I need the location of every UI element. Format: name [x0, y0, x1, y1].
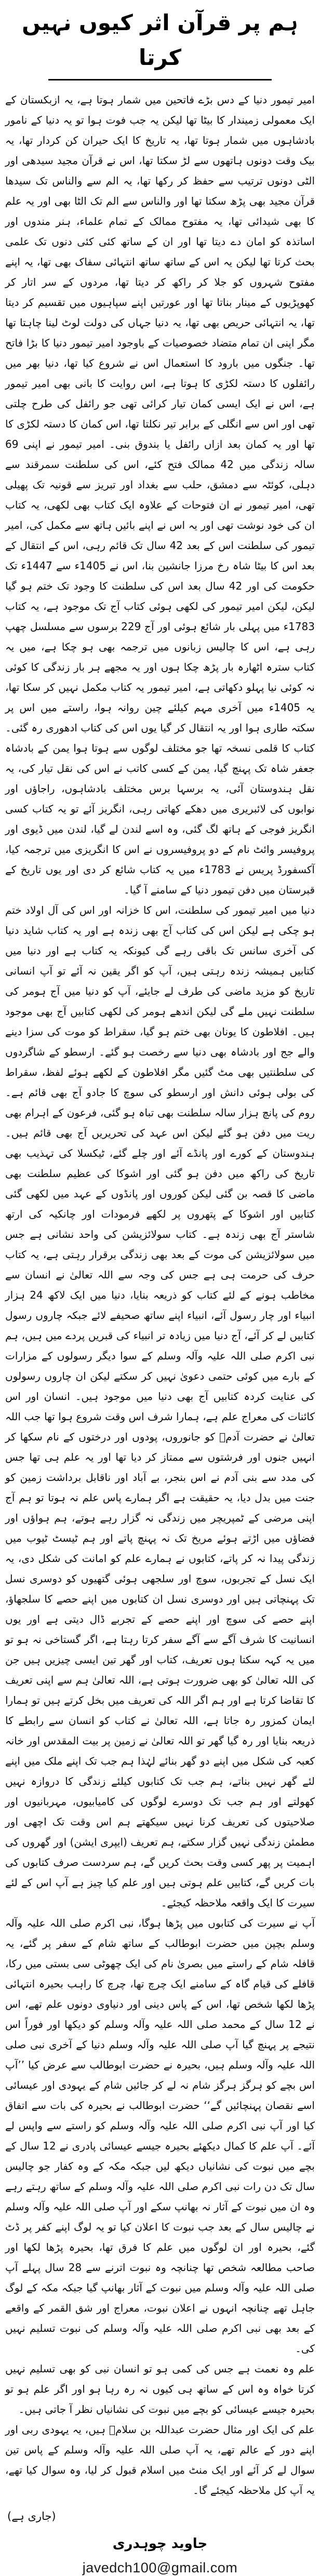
article-header — [0, 0, 320, 81]
article-paragraph: علم کی ایک اور مثال حضرت عبداللہ بن سلامؓ ہیں، یہ یہودی ربی اور اپنے دور کے عالم تھے، یہ آپ صلی اللہ علیہ وآلہ وسلم کے پاس تین سوال لے کر آئے اور ایک منٹ میں اسلام قبول کر لیا، وہ سوال کیا تھے، یہ آپ کل ملاحظہ کیجئے گا۔ — [5, 2423, 315, 2497]
article-body — [0, 88, 320, 2501]
article-paragraph: آپ نے سیرت کی کتابوں میں پڑھا ہوگا، نبی اکرم صلی اللہ علیہ وآلہ وسلم بچپن میں حضرت ابوطالب کے ساتھ شام کے سفر پر گئے، یہ قافلہ شام کے راستے میں بصریٰ نام کی ایک چھوٹی سی بستی میں رکا، قافلے کی قیام گاہ کے سامنے ایک چرچ تھا، چرچ کا راہب بحیرہ انتہائی پڑھا لکھا شخص تھا، اس کے پاس دینی اور دنیاوی دونوں علم تھے، اس نے 12 سال کے محمد صلی اللہ علیہ وآلہ وسلم کو دیکھا اور فوراً اس نتیجے پر پہنچ گیا آپ صلی اللہ علیہ وآلہ وسلم دنیا کے آخری نبی صلی اللہ علیہ وآلہ وسلم ہیں، بحیرہ نے حضرت ابوطالب سے عرض کیا ’’آپ اس بچے کو ہرگز ہرگز شام نہ لے کر جائیں شام کے یہودی اور عیسائی اسے نقصان پہنچائیں گے‘‘ حضرت ابوطالب نے بحیرہ کی بات سے اتفاق کیا اور آپ نبی اکرم صلی اللہ علیہ وآلہ وسلم کو راستے سے واپس لے آئے۔ آپ علم کا کمال دیکھئے بحیرہ جیسے عیسائی پادری نے 12 سال کے بچے میں نبوت کی نشانیاں دیکھ لیں جبکہ مکہ کے وہ کفار جو چالیس سال تک دن رات نبی اکرم صلی اللہ علیہ وآلہ وسلم کے ساتھ رہتے رہے وہ ان میں نبوت کے آثار نہ بھانپ سکے اور آپ صلی اللہ علیہ وآلہ وسلم نے چالیس سال کے بعد جب نبوت کا اعلان کیا تو یہ لوگ اپنے کفر پر ڈٹ گئے، بحیرہ اور ان لوگوں میں علم کا فرق تھا، بحیرہ پڑھا لکھا اور صاحب مطالعہ شخص تھا چنانچہ وہ نبوت اترنے سے 28 سال پہلے آپ صلی اللہ علیہ وآلہ وسلم میں نبوت کے آثار بھانپ گیا جبکہ مکہ کے لوگ جاہل تھے چنانچہ انہوں نے اعلان نبوت، معراج اور شق القمر کے واقعے کے بعد بھی نبی اکرم صلی اللہ علیہ وآلہ وسلم کی نبوت تسلیم نہیں کی۔ — [5, 1917, 315, 2355]
article-paragraph: دنیا میں امیر تیمور کی سلطنت، اس کا خزانہ اور اس کی آل اولاد ختم ہو چکی ہے لیکن اس کی کتاب آج بھی زندہ ہے اور یہ کتاب شاید دنیا کی آخری سانس تک باقی رہے گی کیونکہ یہ کتاب ہے اور دنیا میں کتابیں ہمیشہ زندہ رہتی ہیں، آپ کو اگر یقین نہ آئے تو آپ انسانی تاریخ کو مزید ماضی کی طرف لے جایئے، آپ کو دنیا میں آج ہومر کی سلطنت نہیں ملے گی لیکن اندھے ہومر کی لکھی کتابیں آج بھی موجود ہیں۔ افلاطون کا یونان بھی ختم ہو گیا، سقراط کو موت کی سزا دینے والے جج اور بادشاہ بھی دنیا سے رخصت ہو گئے۔ ارسطو کے شاگردوں کی سلطنتیں بھی مٹ گئیں مگر افلاطون کے لکھے ہوئے لفظ، سقراط کی بولی ہوئی دانش اور ارسطو کی سوچ کا جادو آج بھی قائم ہے۔ روم کی پانچ ہزار سالہ سلطنت بھی تباہ ہو گئی، فرعون کے اہرام بھی ریت میں دفن ہو گئے لیکن اس عہد کی تحریریں آج بھی قائم ہیں۔ ہندوستان کے کورے اور پانڈے آئے اور چلے گئے، ٹیکسلا کی تہذیب بھی تاریخ کی راکھ میں دفن ہو گئی اور اشوکا کی عظیم سلطنت بھی ماضی کا قصہ بن گئی لیکن کوروں اور پانڈوں کے عہد میں لکھی گئی کتابیں اور اشوکا کے پتھروں پر لکھے فرمودات اور چانکیہ کی ارتھ شاستر آج بھی زندہ ہے۔ کتاب سولائزیشن کی واحد نشانی ہے جس میں سولائزیشن کی موت کے بعد بھی زندگی برقرار رہتی ہے، یہ کتاب حرف کی حرمت ہی ہے جس کی وجہ سے اللہ تعالیٰ نے انسان سے مخاطب ہونے کے لئے کتاب کو ذریعہ بنایا، دنیا میں ایک لاکھ 24 ہزار انبیاء اور چار رسول آئے، انبیاء اپنے ساتھ صحیفے لائے جبکہ چاروں رسول کتابیں لے کر آئے، آج دنیا میں زیادہ تر انبیاء کی قبریں پردے میں ہیں، ہم نبی اکرم صلی اللہ علیہ وآلہ وسلم کے سوا دیگر رسولوں کے مزارات کے بارے میں کوئی حتمی دعویٰ نہیں کر سکتے لیکن ان چاروں رسولوں کی عنایت کردہ کتابیں آج بھی دنیا میں موجود ہیں۔ انسان اور اس کائنات کی معراج علم ہے، ہمارا شرف اس وقت شروع ہوا تھا جب اللہ تعالیٰ نے حضرت آدمؑ کو جانوروں، پودوں اور درختوں کے نام سکھا کر انہیں جنوں اور فرشتوں سے ممتاز کر دیا تھا اور یہ علم ہی تھا جس کی مدد سے بنی آدم نے اس بنجر، بے آباد اور ناقابل برداشت زمین کو جنت میں بدل دیا، یہ حقیقت ہے اگر ہمارے پاس علم نہ ہوتا تو ہم آج اپنی مرضی کے ٹمپریچر میں زندگی نہ گزار رہے ہوتے، ہم ہواؤں اور فضاؤں میں اڑتے ہوئے مریخ تک نہ پہنچ پاتے اور ہم ٹیسٹ ٹیوب میں زندگی پیدا نہ کر پاتے، کتابوں نے ہمارے علم کو امانت کی شکل دی، یہ ایک نسل کے تجربوں، سوچ اور سلجھی ہوئی گتھیوں کو دوسری نسل تک پہنچاتی ہیں اور دوسری نسل ان کتابوں میں اپنے حصے کا سلجھاؤ، اپنے حصے کی سوچ اور اپنے حصے کے تجربے ڈال دیتی ہے اور یوں انسانیت کا شرف آگے سے آگے سفر کرتا رہتا ہے، اگر گستاخی نہ ہو تو میں یہ کہہ سکتا ہوں تعریف، کتاب اور گھر تین ایسی چیزیں ہیں جن کی اللہ تعالیٰ کو بھی ضرورت ہوتی ہے، اللہ تعالیٰ ہم سے اپنی تعریف کا تقاضا کرتا ہے اور ہم اگر اللہ کی تعریف میں بخل کرتے ہیں تو ہمارا ایمان کمزور رہ جاتا ہے، اللہ تعالیٰ نے کتاب کو انسان سے رابطے کا ذریعہ بنایا اور رہ گیا گھر تو اللہ تعالیٰ نے زمین پر بیت المقدس اور خانہ کعبہ کی شکل میں اپنے دو گھر بنائے لہٰذا ہم جب تک اپنے ملک میں اپنے لئے گھر نہیں بناتے، ہم جب تک کتابوں کیلئے زندگی کا دروازہ نہیں کھولتے اور ہم جب تک دوسرے لوگوں کی کامیابیوں، مہربانیوں اور صلاحیتوں کی تعریف کرنا نہیں سیکھتے ہم اس وقت تک اچھی اور مطمئن زندگی نہیں گزار سکتے، ہم تعریف (ایپری ایشن) اور گھروں کی اہمیت پر پھر کسی وقت بحث کریں گے، ہم سردست صرف کتابوں کی بات کریں گے، کتابیں علم ہوتی ہیں اور علم کیا چیز ہے آپ اس کے لئے سیرت کا ایک واقعہ ملاحظہ کیجئے۔ — [5, 904, 315, 1910]
article-paragraph: امیر تیمور دنیا کے دس بڑے فاتحین میں شمار ہوتا ہے، یہ ازبکستان کے ایک معمولی زمیندار کا بیٹا تھا لیکن یہ جب فوت ہوا تو یہ دنیا کے نامور بادشاہوں میں شمار ہوتا تھا، یہ تاریخ کا ایک حیران کن کردار تھا، یہ بیک وقت دونوں ہاتھوں سے لڑ سکتا تھا، اس نے قرآن مجید سیدھی اور الٹی دونوں ترتیب سے حفظ کر رکھا تھا، یہ الم سے والناس تک سیدھا قرآن مجید بھی پڑھ سکتا تھا اور والناس سے الم تک الٹا بھی اور یہ علم کا بھی شیدائی تھا، یہ مفتوح ممالک کے تمام علماء، ہنر مندوں اور اساتذہ کو امان دے دیتا تھا اور ان کے ساتھ کئی کئی دنوں تک علمی بحث کرتا تھا لیکن یہ اس کے ساتھ ساتھ انتہائی سفاک بھی تھا، یہ اپنے مفتوح شہروں کو جلا کر راکھ کر دیتا تھا، مردوں کے سر اتار کر کھوپڑیوں کے مینار بناتا تھا اور عورتیں اپنے سپاہیوں میں تقسیم کر دیتا تھا، یہ انتہائی حریص بھی تھا، یہ دنیا جہاں کی دولت لوٹ لینا چاہتا تھا مگر اپنی ان تمام متضاد خصوصیات کے باوجود امیر تیمور دنیا کا بڑا فاتح تھا۔ جنگوں میں بارود کا استعمال اس نے شروع کیا تھا، دنیا بھر میں رائفلوں کا دستہ لکڑی کا ہوتا ہے، اس روایت کا بانی بھی امیر تیمور ہے، اس نے ایک ایسی کمان تیار کرائی تھی جو رائفل کی طرح چلتی تھی اور اس سے انگلی کے برابر تیر نکلتا تھا، اس کمان کا دستہ لکڑی کا تھا اور یہ کمان بعد ازاں رائفل یا بندوق بنی۔ امیر تیمور نے اپنی 69 سالہ زندگی میں 42 ممالک فتح کئے، اس کی سلطنت سمرقند سے دہلی، کوئٹہ سے دمشق، حلب سے بغداد اور تبریز سے قونیہ تک پھیلی تھی، امیر تیمور نے ان فتوحات کے علاوہ ایک کتاب بھی لکھی، یہ کتاب ان کی خود نوشت تھی اور یہ اس نے اپنے بائیں ہاتھ سے مکمل کی، امیر تیمور کی سلطنت اس کے بعد 42 سال تک قائم رہی، اس کے انتقال کے بعد اس کا بیٹا شاہ رخ مرزا جانشین بنا، اس نے 1405ء سے 1447ء تک حکومت کی اور 42 سال بعد اس کی سلطنت کا وجود تک ختم ہو گیا لیکن، لیکن امیر تیمور کی لکھی ہوئی کتاب آج تک موجود ہے، یہ کتاب 1783ء میں پہلی بار شائع ہوئی اور آج 229 برسوں سے مسلسل چھپ رہی ہے، اس کا چالیس زبانوں میں ترجمہ بھی ہو چکا ہے، میں یہ کتاب سترہ اٹھارہ بار پڑھ چکا ہوں اور یہ مجھے ہر بار زندگی کا کوئی نہ کوئی نیا پہلو دکھاتی ہے، امیر تیمور یہ کتاب مکمل نہیں کر سکا تھا، یہ 1405ء میں آخری مہم کیلئے چین روانہ ہوا، راستے میں اس پر سکتہ طاری ہوا اور یہ انتقال کر گیا یوں اس کی کتاب ادھوری رہ گئی۔ کتاب کا قلمی نسخہ تھا جو مختلف لوگوں سے ہوتا ہوا یمن کے بادشاہ جعفر شاہ تک پہنچ گیا، یمن کے کسی کاتب نے اس کی نقل تیار کی، یہ نقل ہندوستان آئی، یہ برسہا برس مختلف بادشاہوں، راجاؤں اور نوابوں کی لائبریری میں دھکے کھاتی رہی، انگریز آئے تو یہ کتاب کسی انگریز فوجی کے ہاتھ لگ گئی، وہ اسے لندن لے گیا، لندن میں ڈیوی اور پروفیسر وائٹ نام کے دو پروفیسروں نے اس کا انگریزی میں ترجمہ کیا، آکسفورڈ پریس نے 1783ء میں یہ کتاب شائع کر دی اور یوں تاریخ کے قبرستان میں دفن تیمور دنیا کے سامنے آ گیا۔ — [5, 94, 315, 897]
author-name: جاوید چوہدری — [112, 2536, 208, 2552]
article-paragraph: علم وہ نعمت ہے جس کی کمی ہو تو انسان نبی کو بھی تسلیم نہیں کرتا خواہ وہ اس کے ساتھ ہی کیوں نہ رہ رہا ہو اور اگر علم ہو تو بحیرہ جیسے عیسائی کو بچے میں نبوت کی نشانیاں نظر آ جاتی ہیں۔ — [5, 2363, 315, 2416]
continued-note: (جاری ہے) — [7, 2510, 56, 2523]
article-footer — [0, 2536, 320, 2576]
author-email: javedch100@gmail.com — [82, 2560, 238, 2576]
title-divider — [48, 79, 272, 81]
article-title: ہم پر قرآن اثر کیوں نہیں کرتا — [22, 10, 298, 71]
